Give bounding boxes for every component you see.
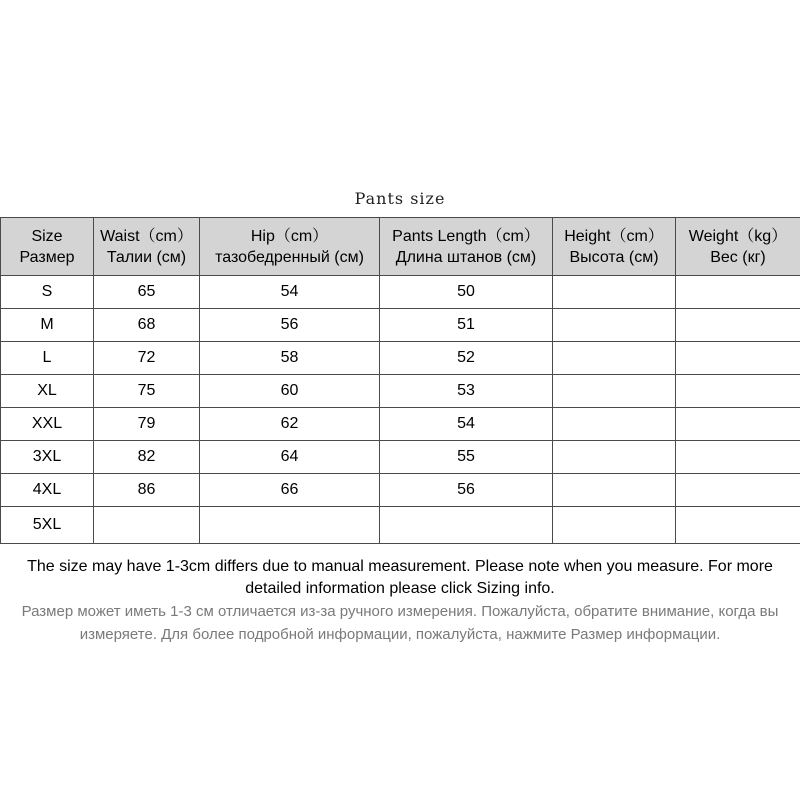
cell-waist: 72: [94, 342, 200, 375]
table-row: [1, 507, 800, 544]
cell-hip: 62: [200, 408, 380, 441]
cell-pants-length: 54: [380, 408, 553, 441]
cell-height: [553, 507, 676, 544]
cell-weight: [676, 408, 800, 441]
cell-weight: [676, 342, 800, 375]
cell-hip: [200, 507, 380, 544]
header-label-en: Hip（cm）: [250, 227, 329, 245]
cell-hip: 58: [200, 342, 380, 375]
header-label-ru: Длина штанов (см): [395, 248, 537, 266]
header-label-ru: Талии (см): [106, 248, 187, 266]
cell-pants-length: [380, 507, 553, 544]
cell-waist: 75: [94, 375, 200, 408]
cell-size: 4XL: [1, 474, 94, 507]
cell-weight: [676, 309, 800, 342]
cell-size: M: [1, 309, 94, 342]
header-label-ru: тазобедренный (см): [215, 248, 364, 266]
table-row: [1, 309, 800, 342]
table-row: [1, 342, 800, 375]
chart-title: Pants size: [354, 189, 446, 208]
cell-height: [553, 474, 676, 507]
cell-pants-length: 51: [380, 309, 553, 342]
cell-height: [553, 408, 676, 441]
cell-pants-length: 56: [380, 474, 553, 507]
cell-hip: 60: [200, 375, 380, 408]
header-hip: [200, 218, 380, 276]
cell-waist: 79: [94, 408, 200, 441]
cell-hip: 66: [200, 474, 380, 507]
header-waist: [94, 218, 200, 276]
table-row: [1, 276, 800, 309]
cell-size: S: [1, 276, 94, 309]
cell-weight: [676, 474, 800, 507]
header-label-ru: Размер: [19, 248, 75, 266]
cell-waist: 68: [94, 309, 200, 342]
cell-waist: 86: [94, 474, 200, 507]
cell-weight: [676, 276, 800, 309]
header-label-en: Pants Length（cm）: [392, 227, 540, 245]
cell-hip: 54: [200, 276, 380, 309]
cell-height: [553, 441, 676, 474]
header-label-ru: Вес (кг): [710, 248, 766, 266]
pants-size-table: [0, 217, 800, 544]
header-weight: [676, 218, 800, 276]
measurement-note-russian: Размер может иметь 1-3 см отличается из-за ручного измерения. Пожалуйста, обратите внимание, когда вы измеряете. Для более подробной информации, пожалуйста, нажмите Размер информации.: [21, 603, 779, 643]
table-row: [1, 375, 800, 408]
header-pants-length: [380, 218, 553, 276]
header-label-en: Weight（kg）: [688, 227, 788, 245]
cell-waist: 82: [94, 441, 200, 474]
table-row: [1, 474, 800, 507]
cell-height: [553, 309, 676, 342]
cell-pants-length: 50: [380, 276, 553, 309]
cell-height: [553, 375, 676, 408]
cell-pants-length: 55: [380, 441, 553, 474]
header-label-en: Size: [31, 227, 63, 245]
cell-weight: [676, 441, 800, 474]
cell-waist: [94, 507, 200, 544]
header-label-en: Height（cm）: [564, 227, 664, 245]
cell-pants-length: 53: [380, 375, 553, 408]
cell-hip: 56: [200, 309, 380, 342]
cell-pants-length: 52: [380, 342, 553, 375]
header-label-en: Waist（cm）: [100, 227, 193, 245]
cell-size: L: [1, 342, 94, 375]
cell-size: XL: [1, 375, 94, 408]
cell-size: 3XL: [1, 441, 94, 474]
cell-height: [553, 276, 676, 309]
table-header-row: [1, 218, 800, 276]
header-label-ru: Высота (см): [569, 248, 659, 266]
measurement-note-english: The size may have 1-3cm differs due to manual measurement. Please note when you measure. For more detailed information please click Sizing info.: [27, 558, 773, 597]
cell-size: 5XL: [1, 507, 94, 544]
cell-waist: 65: [94, 276, 200, 309]
cell-size: XXL: [1, 408, 94, 441]
table-row: [1, 441, 800, 474]
cell-hip: 64: [200, 441, 380, 474]
header-height: [553, 218, 676, 276]
cell-weight: [676, 375, 800, 408]
cell-weight: [676, 507, 800, 544]
table-row: [1, 408, 800, 441]
cell-height: [553, 342, 676, 375]
header-size: [1, 218, 94, 276]
